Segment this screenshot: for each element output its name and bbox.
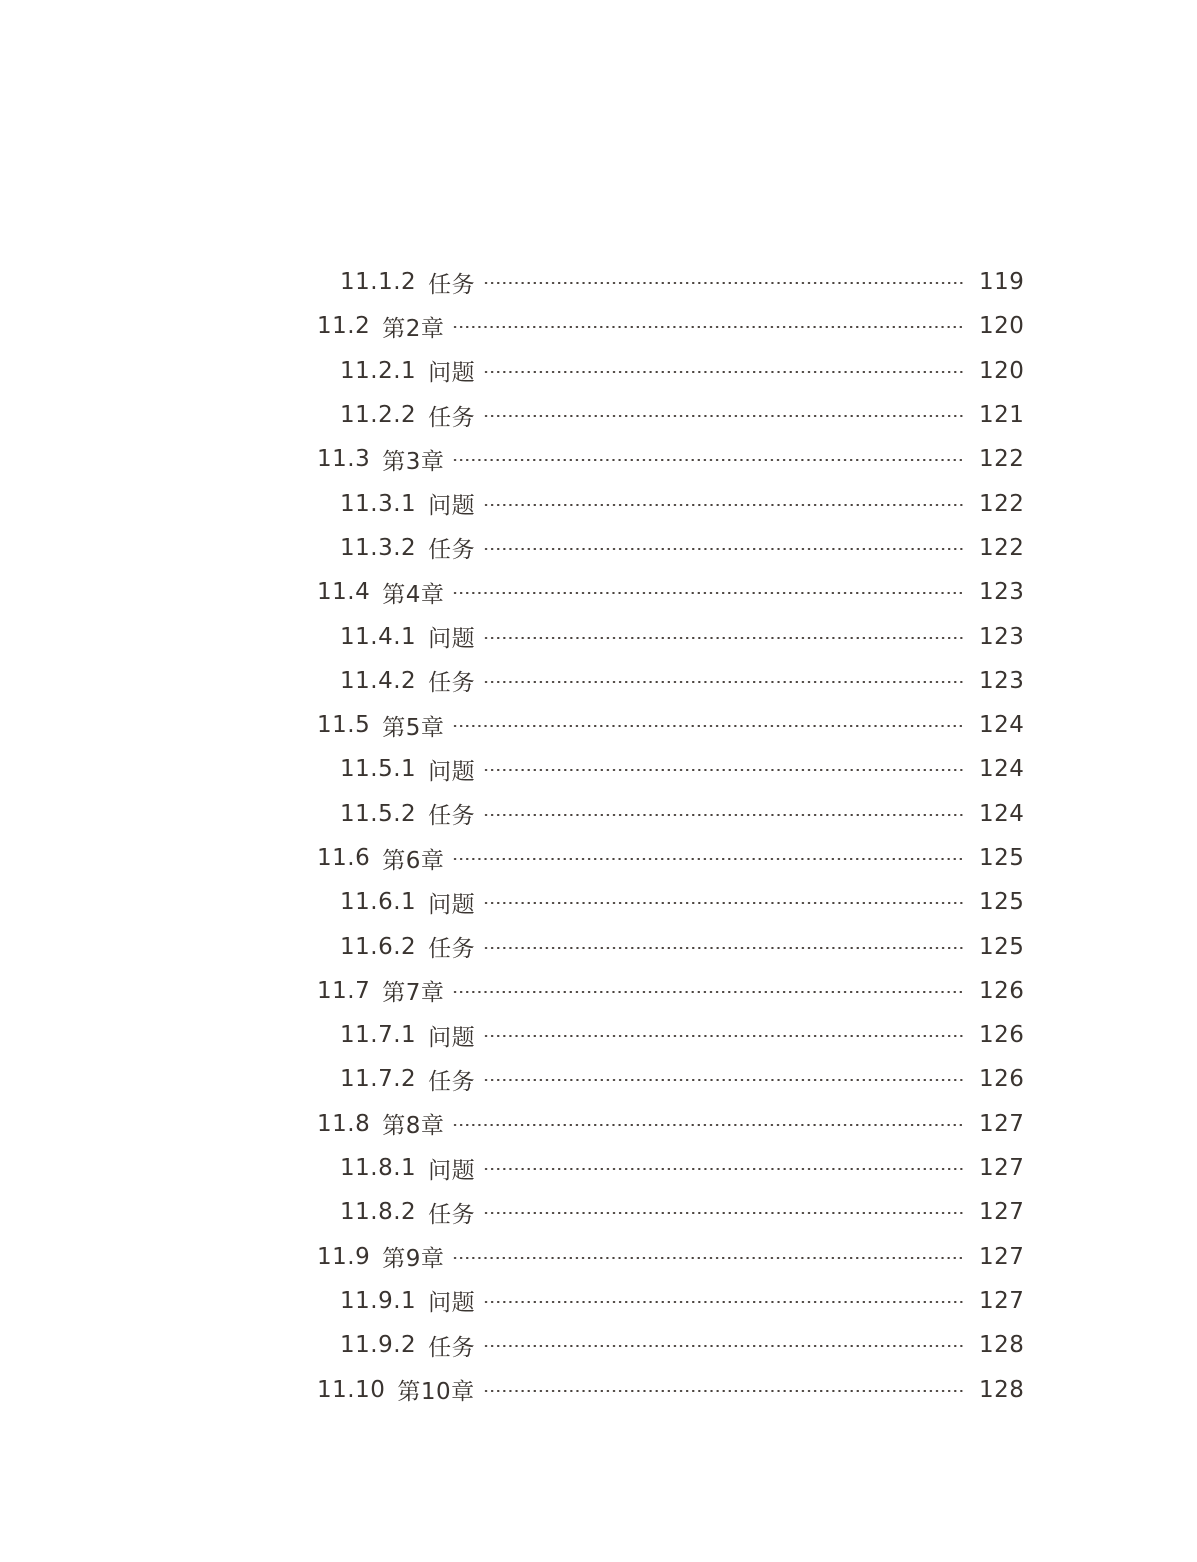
toc-entry-title: 任务 — [428, 537, 476, 564]
toc-entry-title: 第4章 — [382, 581, 445, 608]
toc-entry[interactable] — [317, 1323, 1025, 1367]
toc-entry[interactable] — [317, 1146, 1025, 1190]
toc-entry[interactable] — [317, 1190, 1025, 1234]
toc-entry-number: 11.7.2 — [340, 1066, 417, 1093]
dot-leader — [483, 637, 965, 639]
toc-entry-number: 11.3.1 — [340, 490, 417, 517]
toc-entry[interactable] — [317, 437, 1025, 481]
dot-leader — [452, 592, 965, 594]
toc-entry-number: 11.8 — [317, 1110, 371, 1137]
toc-entry-number: 11.5.2 — [340, 800, 417, 827]
toc-entry-number: 11.3 — [317, 446, 371, 473]
toc-entry-title: 第10章 — [397, 1379, 475, 1406]
toc-entry[interactable] — [317, 659, 1025, 703]
toc-entry-title: 问题 — [428, 1024, 476, 1051]
dot-leader — [483, 1301, 965, 1303]
dot-leader — [452, 858, 965, 860]
toc-entry[interactable] — [317, 260, 1025, 304]
toc-entry-number: 11.2.2 — [340, 402, 417, 429]
toc-entry-number: 11.9 — [317, 1243, 371, 1270]
dot-leader — [483, 1035, 965, 1037]
toc-entry-page: 128 — [979, 1332, 1025, 1359]
toc-entry[interactable] — [317, 304, 1025, 348]
toc-entry[interactable] — [317, 481, 1025, 525]
toc-entry[interactable] — [317, 836, 1025, 880]
toc-entry-title: 任务 — [428, 1068, 476, 1095]
toc-entry-title: 问题 — [428, 1157, 476, 1184]
toc-entry-page: 120 — [979, 313, 1025, 340]
toc-entry-page: 123 — [979, 579, 1025, 606]
toc-entry-page: 124 — [979, 712, 1025, 739]
toc-entry[interactable] — [317, 1279, 1025, 1323]
toc-entry-title: 第2章 — [382, 315, 445, 342]
dot-leader — [483, 681, 965, 683]
toc-entry-title: 问题 — [428, 360, 476, 387]
toc-entry-number: 11.2 — [317, 313, 371, 340]
toc-entry[interactable] — [317, 703, 1025, 747]
toc-entry[interactable] — [317, 1235, 1025, 1279]
dot-leader — [483, 902, 965, 904]
toc-entry-page: 121 — [979, 402, 1025, 429]
dot-leader — [483, 1390, 965, 1392]
toc-entry-title: 第7章 — [382, 980, 445, 1007]
dot-leader — [483, 282, 965, 284]
toc-entry-title: 问题 — [428, 891, 476, 918]
toc-entry-number: 11.5 — [317, 712, 371, 739]
toc-entry-page: 120 — [979, 357, 1025, 384]
toc-entry-page: 127 — [979, 1287, 1025, 1314]
dot-leader — [452, 1124, 965, 1126]
toc-entry-title: 问题 — [428, 493, 476, 520]
toc-entry[interactable] — [317, 526, 1025, 570]
toc-entry-page: 127 — [979, 1110, 1025, 1137]
toc-entry-page: 127 — [979, 1199, 1025, 1226]
toc-entry-number: 11.1.2 — [340, 269, 417, 296]
toc-entry-number: 11.4.2 — [340, 667, 417, 694]
toc-entry-number: 11.6.2 — [340, 933, 417, 960]
toc-entry[interactable] — [317, 924, 1025, 968]
toc-entry-title: 第5章 — [382, 714, 445, 741]
toc-entry-page: 128 — [979, 1376, 1025, 1403]
toc-entry-page: 127 — [979, 1243, 1025, 1270]
toc-entry-title: 第8章 — [382, 1113, 445, 1140]
toc-entry-title: 第6章 — [382, 847, 445, 874]
toc-entry-title: 任务 — [428, 936, 476, 963]
toc-entry-number: 11.8.2 — [340, 1199, 417, 1226]
toc-entry[interactable] — [317, 570, 1025, 614]
dot-leader — [452, 991, 965, 993]
toc-entry-title: 第9章 — [382, 1246, 445, 1273]
toc-entry-title: 问题 — [428, 626, 476, 653]
toc-entry-page: 124 — [979, 756, 1025, 783]
toc-entry-number: 11.10 — [317, 1376, 386, 1403]
table-of-contents — [317, 260, 1025, 1412]
dot-leader — [483, 947, 965, 949]
dot-leader — [483, 504, 965, 506]
toc-entry-number: 11.6.1 — [340, 889, 417, 916]
toc-entry-number: 11.8.1 — [340, 1155, 417, 1182]
toc-entry-title: 任务 — [428, 670, 476, 697]
toc-entry-page: 122 — [979, 446, 1025, 473]
toc-entry[interactable] — [317, 969, 1025, 1013]
toc-entry-title: 第3章 — [382, 448, 445, 475]
toc-entry[interactable] — [317, 1013, 1025, 1057]
toc-entry[interactable] — [317, 1367, 1025, 1411]
dot-leader — [452, 326, 965, 328]
toc-entry-number: 11.6 — [317, 845, 371, 871]
dot-leader — [483, 1212, 965, 1214]
toc-entry-page: 126 — [979, 1066, 1025, 1093]
dot-leader — [483, 548, 965, 550]
toc-entry[interactable] — [317, 747, 1025, 791]
dot-leader — [483, 415, 965, 417]
dot-leader — [483, 814, 965, 816]
toc-entry-number: 11.5.1 — [340, 756, 417, 783]
toc-entry-page: 123 — [979, 667, 1025, 694]
toc-entry-title: 任务 — [428, 1334, 476, 1361]
dot-leader — [452, 1257, 965, 1259]
dot-leader — [483, 371, 965, 373]
toc-entry-page: 119 — [979, 269, 1025, 296]
toc-entry-number: 11.7.1 — [340, 1022, 417, 1049]
toc-entry-number: 11.4 — [317, 579, 371, 606]
toc-entry-page: 125 — [979, 889, 1025, 916]
dot-leader — [483, 1079, 965, 1081]
toc-entry-title: 问题 — [428, 758, 476, 785]
toc-entry-number: 11.9.2 — [340, 1332, 417, 1359]
toc-entry-page: 124 — [979, 800, 1025, 827]
toc-entry-page: 126 — [979, 977, 1025, 1004]
toc-entry-title: 任务 — [428, 803, 476, 830]
toc-entry-page: 125 — [979, 933, 1025, 960]
toc-entry-number: 11.9.1 — [340, 1287, 417, 1314]
toc-entry-page: 125 — [979, 845, 1025, 871]
toc-entry-page: 122 — [979, 490, 1025, 517]
toc-entry-page: 123 — [979, 623, 1025, 650]
toc-entry-page: 126 — [979, 1022, 1025, 1049]
toc-entry-number: 11.7 — [317, 977, 371, 1004]
toc-entry-title: 任务 — [428, 404, 476, 431]
toc-entry-number: 11.3.2 — [340, 534, 417, 561]
toc-entry-title: 任务 — [428, 1201, 476, 1228]
toc-entry-number: 11.2.1 — [340, 357, 417, 384]
toc-entry-page: 127 — [979, 1155, 1025, 1182]
toc-entry[interactable] — [317, 393, 1025, 437]
dot-leader — [483, 1345, 965, 1347]
dot-leader — [483, 769, 965, 771]
toc-entry[interactable] — [317, 880, 1025, 924]
dot-leader — [452, 459, 965, 461]
toc-entry-number: 11.4.1 — [340, 623, 417, 650]
toc-entry-title: 任务 — [428, 271, 476, 298]
toc-entry[interactable] — [317, 614, 1025, 658]
toc-entry-page: 122 — [979, 534, 1025, 561]
toc-entry[interactable] — [317, 1057, 1025, 1101]
dot-leader — [452, 725, 965, 727]
toc-entry-title: 问题 — [428, 1290, 476, 1317]
toc-entry[interactable] — [317, 1102, 1025, 1146]
dot-leader — [483, 1168, 965, 1170]
toc-entry[interactable] — [317, 792, 1025, 836]
toc-entry[interactable] — [317, 349, 1025, 393]
